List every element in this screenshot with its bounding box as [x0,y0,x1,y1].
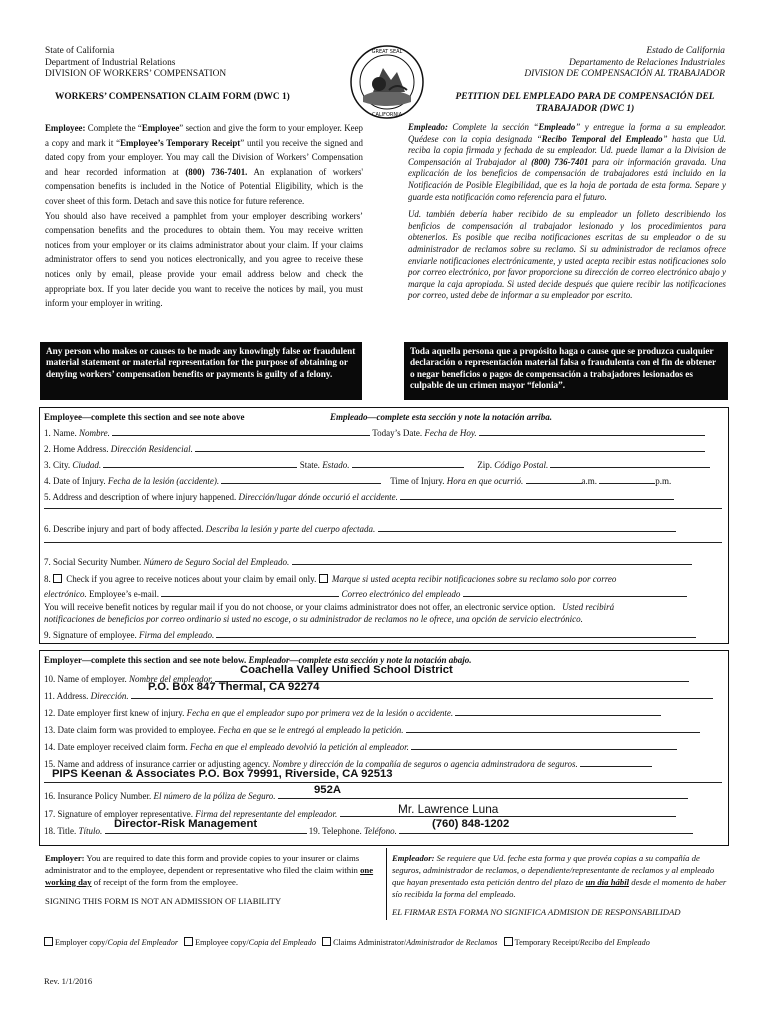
zip-input[interactable] [550,458,710,468]
liability-statement-en: SIGNING THIS FORM IS NOT AN ADMISSION OF LIABILITY [45,896,282,906]
policy-number-value: 952A [314,784,342,796]
field-8-note: You will receive benefit notices by regular mail if you do not choose, or your claims administrator does not offer, an electronic service option. Usted recibirá [44,602,615,612]
intro-en-p2: You should also have received a pamphlet from your employer describing workers’ compensation benefits and the procedures to obtain them. You may receive written notices from your employer or its claims administrator about your claim. If your claims administrator offers to send you notices electronically, and you agree to receive these notices only by email, please provide your email address below and check the appropriate box. If you later decide you want to receive the notices by mail, you must inform your employer in writing. [45,210,363,309]
field-13-date-provided: 13. Date claim form was provided to employee. Fecha en que se le entregó al empleado la petición. [44,723,700,736]
field-6-injury-description: 6. Describe injury and part of body affected. Describa la lesión y parte del cuerpo afectada. [44,522,676,535]
employer-address-value: P.O. Box 847 Thermal, CA 92274 [148,681,320,693]
fraud-warning-es: Toda aquella persona que a propósito haga o cause que se produzca cualquier declaración o representación material falsa o fraudulenta con el fin de obtener o negar beneficios o pagos de compensación a trabajadores lesionados es culpable de un crimen mayor “felonia”. [404,342,728,400]
copy-claims-admin: Claims Administrator/Administrador de Reclamos [322,938,497,947]
employer-signature-input[interactable] [340,807,676,817]
header-department-es: Departamento de Relaciones Industriales [569,57,725,68]
employer-section-header: Employer—complete this section and see note below. Empleador—complete esta sección y note la notación abajo. [44,655,472,665]
employee-signature-input[interactable] [216,628,696,638]
employee-name-input[interactable] [112,426,370,436]
intro-es-p1: Empleado: Complete la sección “Empleado” y entregue la forma a su empleador. Quédese con la copia designada “Recibo Temporal del Empleado” hasta que Ud. reciba la copia firmada y fechada de su empleador. Ud. puede llamar a la Division de Compensación al Trabajador al (800) 736-7401 para oir información gravada. Una explicación de los beneficios de compensación de trabajadores está incluido en la Notificación de Posible Elegibilidad, que es la hoja de portada de esta forma. Separe y guarde esta notificación como referencia para el futuro. [408,122,726,202]
insurance-carrier-line-2[interactable] [44,782,722,783]
field-11-address: 11. Address. Dirección. [44,689,713,702]
injury-location-line-2[interactable] [44,508,722,509]
city-input[interactable] [103,458,297,468]
employee-email-input-es[interactable] [463,587,687,597]
svg-text:CALIFORNIA: CALIFORNIA [371,112,403,118]
fraud-warning-en: Any person who makes or causes to be made any knowingly false or fraudulent material statement or material representation for the purpose of obtaining or denying workers’ compensation benefits or payments is guilty of a felony. [40,342,362,400]
header-state-es: Estado de California [646,46,725,56]
copy-claims-admin-checkbox[interactable] [322,937,331,946]
field-3-city: 3. City. Ciudad. State. Estado. Zip. Código Postal. [44,458,710,471]
injury-location-input[interactable] [400,490,674,500]
employee-section-header-es: Empleado—complete esta sección y note la notación arriba. [330,412,552,422]
field-15-insurance-carrier: 15. Name and address of insurance carrier or adjusting agency. Nombre y dirección de la compañía de seguros o agencia adminstradora de seguros. [44,757,652,770]
field-8-email: electrónico. Employee’s e-mail. Correo electrónico del empleado [44,587,687,600]
liability-statement-es: EL FIRMAR ESTA FORMA NO SIGNIFICA ADMISION DE RESPONSABILIDAD [392,907,681,917]
header-left [45,46,305,81]
ssn-input[interactable] [292,555,692,565]
copy-distribution [44,937,650,948]
form-title-es [440,92,730,116]
employer-signature-value: Mr. Lawrence Luna [398,802,499,816]
california-seal-icon [349,44,425,120]
field-18-title: 18. Title. Título. 19. Telephone. Teléfono. [44,824,693,837]
field-16-policy-number: 16. Insurance Policy Number. El número de la póliza de Seguro. [44,789,688,802]
employer-note-en-text: Employer: You are required to date this form and provide copies to your insurer or claims administrator and to the employee, dependent or representative who filed the claim within one working day of receipt of the form from the employee. [45,853,374,887]
employer-name-value: Coachella Valley Unified School District [240,664,453,676]
insurance-carrier-input[interactable] [580,757,652,767]
employer-note-en [45,852,375,907]
insurance-carrier-value: PIPS Keenan & Associates P.O. Box 79991, Riverside, CA 92513 [52,768,393,780]
field-12-date-knew: 12. Date employer first knew of injury. Fecha en que el empleador supo por primera vez de la lesión o accidente. [44,706,661,719]
field-8-note-es: notificaciones de beneficios por correo ordinario si usted no escoge, o su administrador de reclamos no le ofrece, una opción de servicio electrónico. [44,614,583,624]
copy-temporary-receipt: Temporary Receipt/Recibo del Empleado [504,938,650,947]
telephone-value: (760) 848-1202 [432,818,510,830]
header-division-es: DIVISION DE COMPENSACIÓN AL TRABAJADOR [524,69,725,80]
form-title-en: WORKERS’ COMPENSATION CLAIM FORM (DWC 1) [55,92,290,102]
state-input[interactable] [352,458,464,468]
header-division: DIVISION OF WORKERS’ COMPENSATION [45,69,227,80]
intro-en-p1: Employee: Complete the “Employee” section and give the form to your employer. Keep a copy and mark it “Employee’s Temporary Receipt” until you receive the signed and dated copy from your employer. You may call the Division of Workers’ Compensation and hear recorded information at (800) 736-7401. An explanation of workers' compensation benefits is included in the Notice of Potential Eligibility, which is the cover sheet of this form. Detach and save this notice for future reference. [45,123,363,206]
copy-temporary-receipt-checkbox[interactable] [504,937,513,946]
injury-time-am-input[interactable] [526,474,582,484]
injury-description-input[interactable] [378,522,676,532]
header-department: Department of Industrial Relations [45,57,176,68]
field-8-email-consent: 8. Check if you agree to receive notices about your claim by email only. Marque si usted acepta recibir notificaciones sobre su reclamo solo por correo [44,574,617,584]
copy-employer: Employer copy/Copia del Empleador [44,938,178,947]
form-title-es-line1: PETITION DEL EMPLEADO PARA DE COMPENSACIÓN DEL [455,92,715,102]
home-address-input[interactable] [195,442,705,452]
intro-es-p2: Ud. también debería haber recibido de su empleador un folleto describiendo los benficios de compensación al trabajador lesionado y los procedimientos para obtenerlos. Es posible que reciba notificaciones escritas de su empleador o de su administrador de reclamos sobre su reclamo. Si su administrador de reclamos ofrece enviarle notificaciones electrónicamente, y usted acepta recibir estas notificaciones solo por correo electrónico, por favor proporcione su dirección de correo electrónico abajo y marque la caja apropiada. Si usted decide después que quiere recibir las notificaciones por correo, usted debe de informar a su empleador por escrito. [408,209,726,301]
todays-date-input[interactable] [479,426,705,436]
field-14-date-received: 14. Date employer received claim form. Fecha en que el empleado devolvió la petición al empleador. [44,740,677,753]
employer-note-es-text: Empleador: Se requiere que Ud. feche esta forma y que provéa copias a su compañía de seguros, administrador de reclamos, o dependiente/representante de reclamos y al empleado que hayan presentado esta petición dentro del plazo de un día hábil desde el momento de haber sío recibida la forma del empleado. [392,853,727,899]
field-10-employer-name: 10. Name of employer. Nombre del empleador. [44,672,689,685]
injury-date-input[interactable] [221,474,381,484]
copy-employee-checkbox[interactable] [184,937,193,946]
field-4-date-of-injury: 4. Date of Injury. Fecha de la lesión (accidente). Time of Injury. Hora en que ocurrió. a.m. p.m. [44,476,672,486]
field-1-name: 1. Name. Nombre. Today’s Date. Fecha de Hoy. [44,426,705,439]
employer-note-es [392,852,728,918]
title-value: Director-Risk Management [114,818,258,830]
header-state: State of California [45,46,115,56]
svg-text:GREAT SEAL: GREAT SEAL [371,49,403,55]
field-7-ssn: 7. Social Security Number. Número de Seguro Social del Empleado. [44,555,692,568]
injury-description-line-2[interactable] [44,542,722,543]
revision-date: Rev. 1/1/2016 [44,976,93,986]
date-provided-input[interactable] [406,723,700,733]
employee-email-input[interactable] [161,587,339,597]
employee-section-header-en: Employee—complete this section and see note above [44,412,245,422]
injury-time-pm-input[interactable] [599,474,655,484]
email-consent-checkbox[interactable] [53,574,62,583]
date-received-input[interactable] [411,740,677,750]
field-9-signature: 9. Signature of employee. Firma del empleado. [44,628,696,641]
intro-en [45,121,363,311]
field-5-injury-location: 5. Address and description of where injury happened. Dirección/lugar dónde occurió el accidente. [44,490,674,503]
field-17-signature: 17. Signature of employer representative. Firma del representante del empleador. [44,807,676,820]
field-2-home-address: 2. Home Address. Dirección Residencial. [44,442,705,455]
copy-employee: Employee copy/Copia del Empleado [184,938,316,947]
footer-divider [386,848,387,920]
form-title-es-line2: TRABAJADOR (DWC 1) [535,103,635,114]
copy-employer-checkbox[interactable] [44,937,53,946]
email-consent-checkbox-es[interactable] [319,574,328,583]
date-knew-input[interactable] [455,706,661,716]
header-right [470,46,725,81]
intro-es [408,122,726,302]
